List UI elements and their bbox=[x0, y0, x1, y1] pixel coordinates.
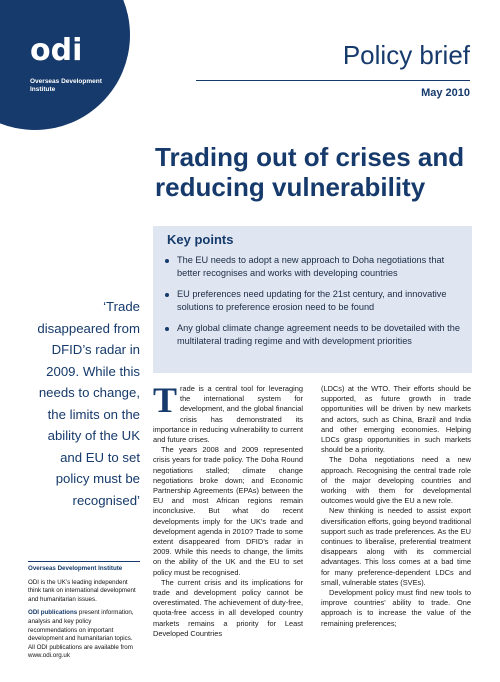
key-points-heading: Key points bbox=[167, 232, 234, 247]
key-point: Any global climate change agreement needs to be dovetailed with the multilateral trading regime and with development priorities bbox=[165, 322, 465, 347]
sidebar-pubs-label: ODI publications bbox=[28, 609, 78, 617]
page-title bbox=[155, 142, 475, 202]
pull-quote: ‘Trade disappeared from DFID’s radar in 2009. While this needs to change, the limits on the ability of the UK and EU to set policy must be recognised’ bbox=[37, 299, 140, 508]
org-name: Overseas Development Institute bbox=[30, 78, 102, 93]
body-text bbox=[153, 384, 475, 682]
sidebar-pubs-desc: present information, analysis and key policy recommendations on important development and humanitarian topics. All ODI publications are available from www.odi.org.uk bbox=[28, 609, 134, 660]
paragraph: The current crisis and its implications for trade and development policy cannot be overestimated. The achievement of duty-free, quota-free access in all developed country markets remains a priority for Least Developed Countries bbox=[153, 577, 303, 638]
key-point: EU preferences need updating for the 21st century, and innovative solutions to preference erosion need to be found bbox=[165, 288, 465, 313]
body-column-2 bbox=[321, 384, 471, 629]
paragraph: Trade is a central tool for leveraging the international system for development, and the global financial crisis has demonstrated its importance in reducing vulnerability to current and future crises. bbox=[153, 384, 303, 445]
sidebar-about bbox=[28, 565, 140, 666]
sidebar-org-desc: ODI is the UK’s leading independent think tank on international development and humanitarian issues. bbox=[28, 578, 136, 603]
publication-date: May 2010 bbox=[421, 87, 470, 99]
paragraph: The Doha negotiations need a new approach. Recognising the central trade role of the major developing countries and working with them for developmental outcomes would give the EU a new role. bbox=[321, 455, 471, 506]
odi-logo bbox=[30, 33, 83, 68]
header-rule bbox=[196, 80, 470, 81]
key-points-box bbox=[153, 226, 472, 373]
key-point: The EU needs to adopt a new approach to Doha negotiations that better recognises and works with developing countries bbox=[165, 254, 465, 279]
sidebar-rule bbox=[28, 561, 140, 562]
paragraph: (LDCs) at the WTO. Their efforts should be supported, as future growth in trade opportunities will be driven by new markets and actors, such as China, Brazil and India and other emerging economies. Helping LDCs grasp opportunities in such markets should be a priority. bbox=[321, 384, 471, 455]
doc-type: Policy brief bbox=[342, 40, 470, 70]
title-line-1: Trading out of crises and bbox=[155, 142, 465, 172]
sidebar-pubs bbox=[28, 609, 140, 661]
paragraph: New thinking is needed to assist export diversification efforts, going beyond traditional support such as trade preferences. As the EU continues to liberalise, preferential treatment disappears along with its commercial advantages. This loss comes at a bad time for many preference-dependent LDCs and small, vulnerable states (SVEs). bbox=[321, 506, 471, 587]
odi-logo-text: odi bbox=[30, 33, 83, 68]
paragraph: The years 2008 and 2009 represented crisis years for trade policy. The Doha Round negotiations stalled; climate change negotiations broke down; and Economic Partnership Agreements (EPAs) between the EU and most African regions remain inconclusive. But what do recent developments imply for the UK’s trade and development agenda in 2010? Trade to some extent disappeared from DFID’s radar in 2009. While this needs to change, the limits on the ability of the UK and the EU to set policy must be recognised. bbox=[153, 445, 303, 577]
paragraph: Development policy must find new tools to improve countries’ ability to trade. One approach is to increase the value of the remaining preferences; bbox=[321, 588, 471, 628]
sidebar-org-heading: Overseas Development Institute bbox=[28, 565, 123, 572]
drop-cap: T bbox=[153, 384, 178, 420]
title-line-2: reducing vulnerability bbox=[155, 172, 426, 202]
key-points-list bbox=[165, 254, 465, 356]
body-column-1 bbox=[153, 384, 303, 639]
